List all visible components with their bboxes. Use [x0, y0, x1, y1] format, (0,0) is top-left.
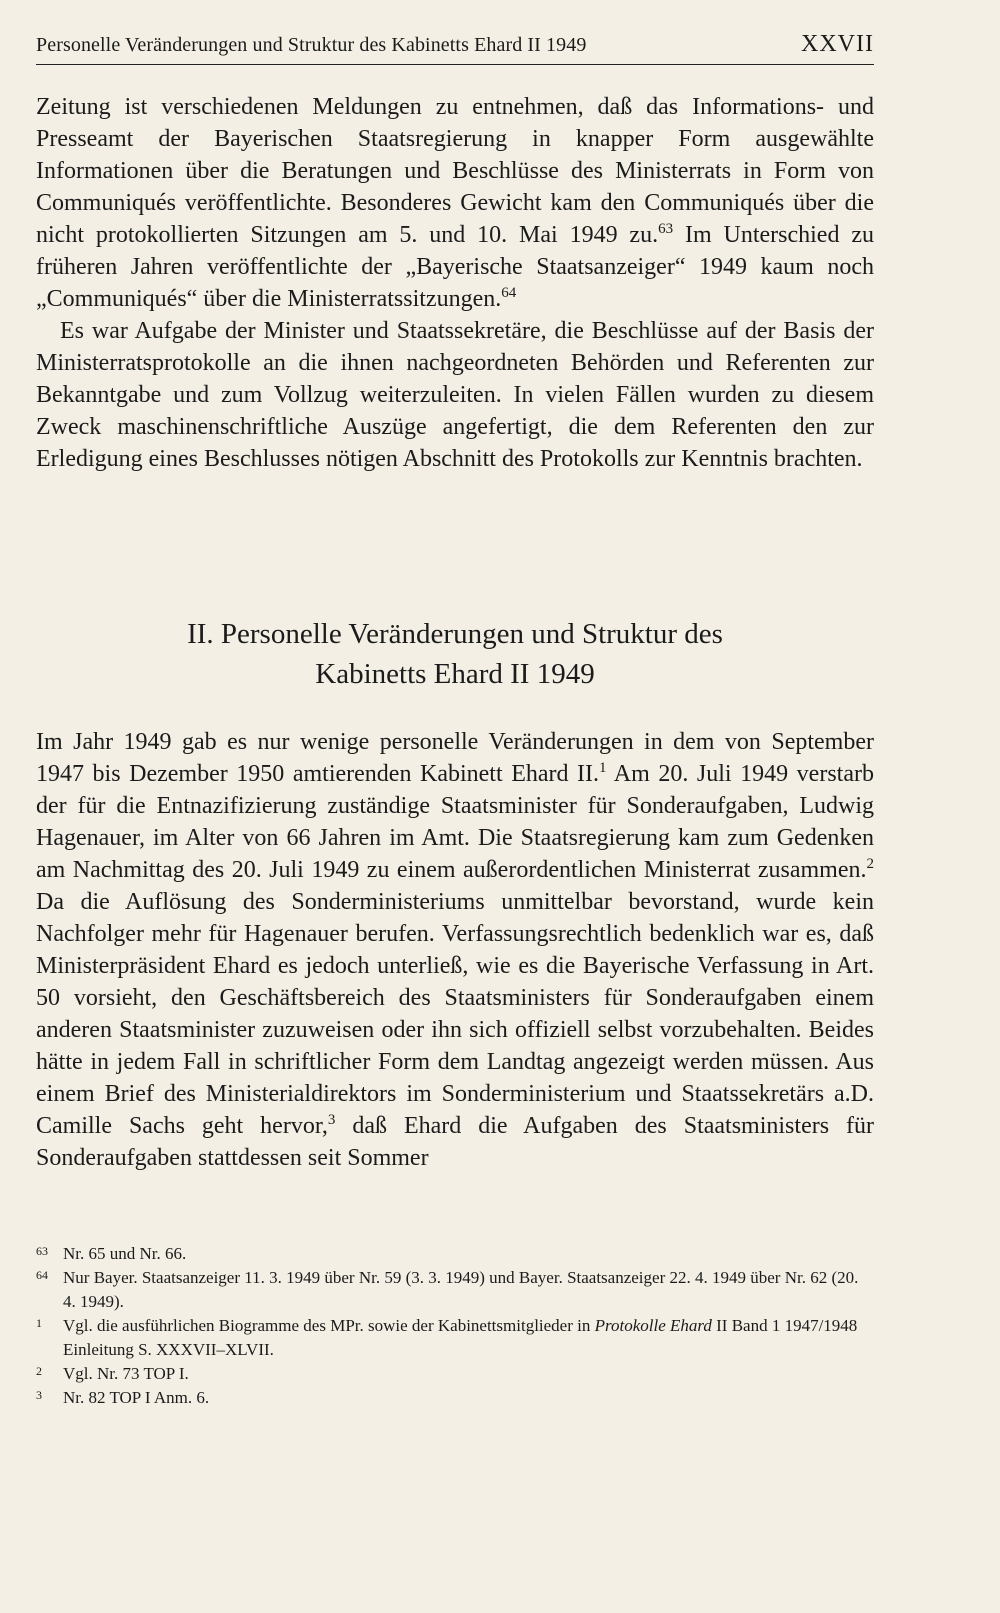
section-paragraph-1: [36, 726, 874, 1174]
footnote-2: [36, 1362, 874, 1386]
running-header: [36, 30, 874, 65]
footnote-text: Vgl. Nr. 73 TOP I.: [63, 1364, 189, 1383]
section-text-d: daß Ehard die Aufgaben des Staatsministers für Sonderaufgaben stattdessen seit Sommer: [36, 1113, 874, 1171]
footnote-text: Nur Bayer. Staatsanzeiger 11. 3. 1949 über Nr. 59 (3. 3. 1949) und Bayer. Staatsanzeiger 22. 4. 1949 über Nr. 62 (20. 4. 1949).: [63, 1268, 859, 1311]
page-number: XXVII: [801, 31, 874, 57]
section-heading: [36, 614, 874, 694]
footnote-number: 1: [36, 1316, 42, 1330]
footnote-1: [36, 1314, 874, 1362]
footnote-italic-title: Protokolle Ehard: [594, 1316, 712, 1335]
footnote-ref-3: 3: [327, 1112, 336, 1128]
footnote-number: 64: [36, 1268, 48, 1282]
footnote-64: [36, 1266, 874, 1314]
footnote-number: 3: [36, 1388, 42, 1402]
section-text-a: Im Jahr 1949 gab es nur wenige personelle Veränderungen in dem von September 1947 bis Dezember 1950 amtierenden Kabinett Ehard II.: [36, 729, 874, 787]
footnote-3: [36, 1386, 874, 1410]
intro-text-block: [36, 91, 874, 475]
footnote-text: Nr. 82 TOP I Anm. 6.: [63, 1388, 210, 1407]
footnote-text: [63, 1316, 857, 1359]
footnote-text-after: II Band 1 1947/1948 Einleitung S. XXXVII–XLVII.: [63, 1316, 858, 1359]
intro-paragraph-1-text-a: Zeitung ist verschiedenen Meldungen zu entnehmen, daß das Informations- und Presseamt der Bayerischen Staatsregierung in knapper Form ausgewählte Informationen über die Beratungen und Beschlüsse des Ministerrats in Form von Communiqués veröffentlichte. Besonderes Gewicht kam den Communiqués über die nicht protokollierten Sitzungen am 5. und 10. Mai 1949 zu.: [36, 94, 874, 248]
footnote-ref-1: 1: [599, 760, 607, 776]
footnote-number: 2: [36, 1364, 42, 1378]
section-heading-line-2: Kabinetts Ehard II 1949: [315, 658, 595, 690]
footnote-ref-63: 63: [658, 221, 674, 237]
running-header-title: Personelle Veränderungen und Struktur des Kabinetts Ehard II 1949: [36, 34, 587, 56]
intro-paragraph-1-text-b: Im Unterschied zu früheren Jahren veröffentlichte der „Bayerische Staatsanzeiger“ 1949 kaum noch „Communiqués“ über die Ministerratssitzungen.: [36, 222, 874, 312]
section-text-block: [36, 726, 874, 1174]
footnote-text-before: Vgl. die ausführlichen Biogramme des MPr. sowie der Kabinettsmitglieder in: [63, 1316, 595, 1335]
section-heading-line-1: II. Personelle Veränderungen und Struktur des: [187, 618, 723, 650]
section-text-c: Da die Auflösung des Sonderministeriums unmittelbar bevorstand, wurde kein Nachfolger mehr für Hagenauer berufen. Verfassungsrechtlich bedenklich war es, daß Ministerpräsident Ehard es jedoch unterließ, wie es die Bayerische Verfassung in Art. 50 vorsieht, den Geschäftsbereich des Staatsministers für Sonderaufgaben einem anderen Staatsminister zuzuweisen oder ihn sich offiziell selbst vorzubehalten. Beides hätte in jedem Fall in schriftlicher Form dem Landtag angezeigt werden müssen. Aus einem Brief des Ministerialdirektors im Sonderministerium und Staatssekretärs a.D. Camille Sachs geht hervor,: [36, 889, 874, 1139]
footnote-63: [36, 1242, 874, 1266]
intro-paragraph-2: Es war Aufgabe der Minister und Staatssekretäre, die Beschlüsse auf der Basis der Ministerratsprotokolle an die ihnen nachgeordneten Behörden und Referenten zur Bekanntgabe und zum Vollzug weiterzuleiten. In vielen Fällen wurden zu diesem Zweck maschinenschriftliche Auszüge angefertigt, die dem Referenten den zur Erledigung eines Beschlusses nötigen Abschnitt des Protokolls zur Kenntnis brachten.: [36, 318, 874, 472]
section-text-b: Am 20. Juli 1949 verstarb der für die Entnazifizierung zuständige Staatsminister für Sonderaufgaben, Ludwig Hagenauer, im Alter von 66 Jahren im Amt. Die Staatsregierung kam zum Gedenken am Nachmittag des 20. Juli 1949 zu einem außerordentlichen Ministerrat zusammen.: [36, 761, 874, 883]
footnote-ref-2: 2: [866, 856, 874, 872]
footnotes: [36, 1242, 874, 1410]
footnote-text: Nr. 65 und Nr. 66.: [63, 1244, 187, 1263]
intro-paragraph-1: [36, 91, 874, 315]
footnote-ref-64: 64: [501, 285, 517, 301]
footnote-number: 63: [36, 1244, 48, 1258]
